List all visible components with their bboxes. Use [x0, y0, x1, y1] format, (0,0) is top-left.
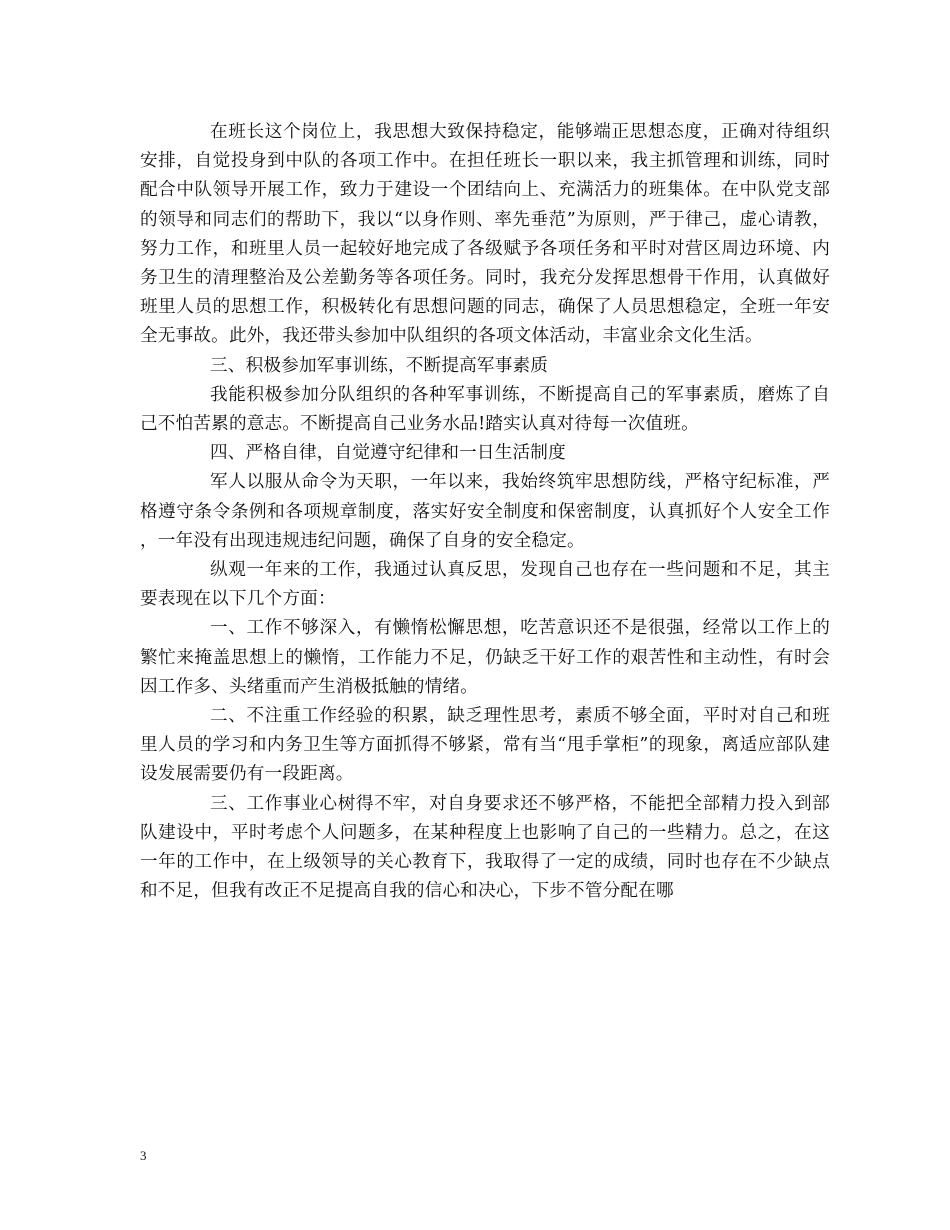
heading-military-training: 三、积极参加军事训练，不断提高军事素质	[210, 355, 549, 376]
body-text	[140, 118, 830, 906]
paragraph-shortcoming-1: 一、工作不够深入，有懒惰松懈思想，吃苦意识还不是很强，经常以工作上的繁忙来掩盖思想上的懒惰，工作能力不足，仍缺乏干好工作的艰苦性和主动性，有时会因工作多、头绪重而产生消极抵触的情绪。	[140, 618, 830, 697]
page-number: 3	[140, 1148, 147, 1163]
paragraph-squad-leader-work: 在班长这个岗位上，我思想大致保持稳定，能够端正思想态度，正确对待组织安排，自觉投身到中队的各项工作中。在担任班长一职以来，我主抓管理和训练，同时配合中队领导开展工作，致力于建设一个团结向上、充满活力的班集体。在中队党支部的领导和同志们的帮助下，我以“以身作则、率先垂范”为原则，严于律己，虚心请教，努力工作，和班里人员一起较好地完成了各级赋予各项任务和平时对营区周边环境、内务卫生的清理整治及公差勤务等各项任务。同时，我充分发挥思想骨干作用，认真做好班里人员的思想工作，积极转化有思想问题的同志，确保了人员思想稳定，全班一年安全无事故。此外，我还带头参加中队组织的各项文体活动，丰富业余文化生活。	[140, 122, 830, 347]
paragraph-shortcoming-2: 二、不注重工作经验的积累，缺乏理性思考，素质不够全面，平时对自己和班里人员的学习和内务卫生等方面抓得不够紧，常有当“甩手掌柜”的现象，离适应部队建设发展需要仍有一段距离。	[140, 706, 830, 785]
paragraph-military-training: 我能积极参加分队组织的各种军事训练，不断提高自己的军事素质，磨炼了自己不怕苦累的意志。不断提高自己业务水品!踏实认真对待每一次值班。	[140, 384, 830, 435]
heading-self-discipline: 四、严格自律，自觉遵守纪律和一日生活制度	[210, 443, 566, 464]
paragraph-self-discipline: 军人以服从命令为天职，一年以来，我始终筑牢思想防线，严格守纪标准，严格遵守条令条例和各项规章制度，落实好安全制度和保密制度，认真抓好个人安全工作，一年没有出现违规违纪问题，确保了自身的安全稳定。	[140, 472, 830, 551]
paragraph-shortcoming-3: 三、工作事业心树得不牢，对自身要求还不够严格，不能把全部精力投入到部队建设中，平时考虑个人问题多，在某种程度上也影响了自己的一些精力。总之，在这一年的工作中，在上级领导的关心教育下，我取得了一定的成绩，同时也存在不少缺点和不足，但我有改正不足提高自我的信心和决心，下步不管分配在哪	[140, 793, 830, 902]
paragraph-reflection-intro: 纵观一年来的工作，我通过认真反思，发现自己也存在一些问题和不足，其主要表现在以下几个方面：	[140, 560, 830, 610]
